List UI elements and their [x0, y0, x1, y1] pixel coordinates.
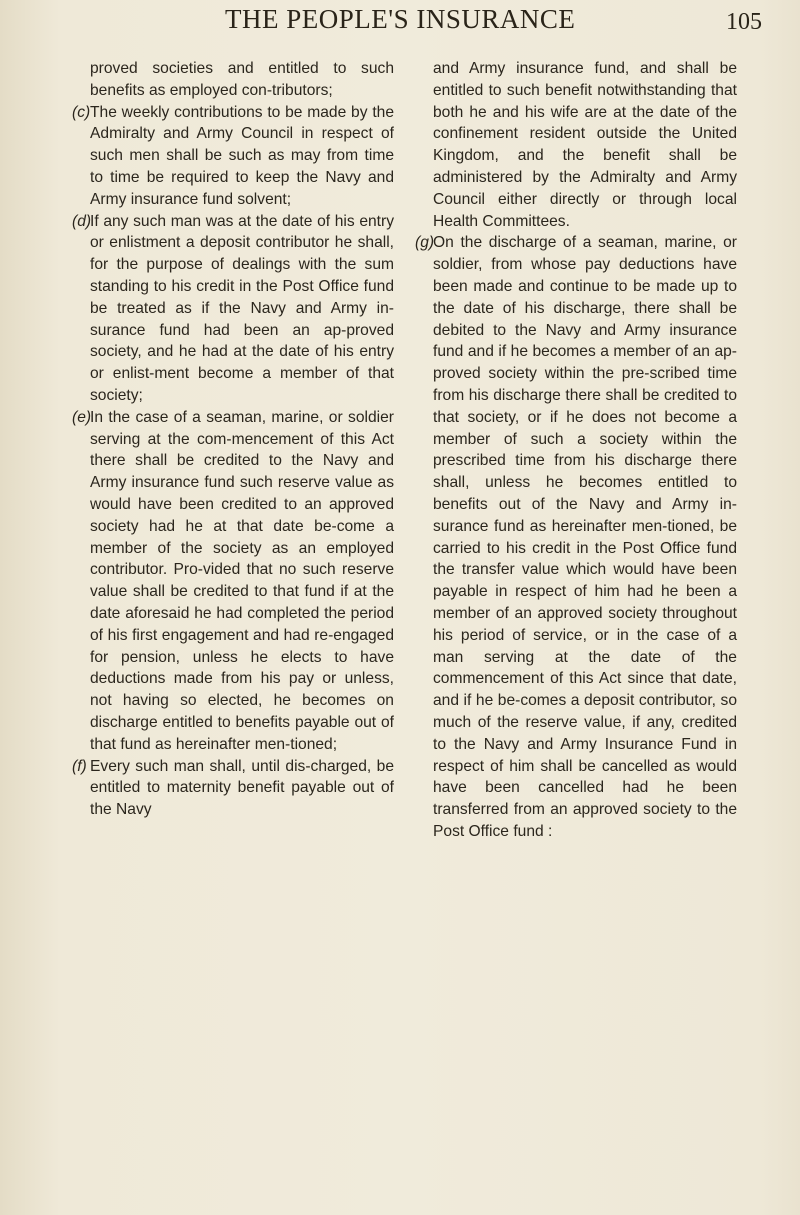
running-head	[0, 4, 800, 44]
clause-text: The weekly contributions to be made by the Admiralty and Army Council in respect of such men shall be such as may from time to time be required to keep the Navy and Army insurance fund solvent;	[90, 103, 394, 208]
clause-f	[72, 756, 394, 821]
clause-text: If any such man was at the date of his entry or enlistment a deposit contributor he shall, for the purpose of dealings with the sum standing to his credit in the Post Office fund be treated as if the Navy and Army in-surance fund had been an ap-proved society, and he had at the date of his entry or enlist-ment become a member of that society;	[90, 212, 394, 404]
left-column-continuation: proved societies and entitled to such benefits as employed con-tributors;	[90, 60, 394, 99]
clause-text: On the discharge of a seaman, marine, or soldier, from whose pay deductions have been made and continue to be made up to the date of his discharge, there shall be debited to the Navy and Army insurance fund and if he becomes a member of an ap-proved society within the pre-scribed time from his discharge there shall be credited to that society, or if he does not become a member of such a society within the prescribed time from his discharge there shall, unless he becomes entitled to benefits out of the Navy and Army in-surance fund as hereinafter men-tioned, be carried to his credit in the Post Office fund the transfer value which would have been payable in respect of him had he been a member of an approved society throughout his period of service, or in the case of a man serving at the date of the commencement of this Act since that date, and if he be-comes a deposit contributor, so much of the reserve value, if any, credited to the Navy and Army Insurance Fund in respect of him shall be cancelled as would have been cancelled had he been transferred from an approved society to the Post Office fund :	[433, 234, 737, 840]
clause-marker: (f)	[72, 757, 87, 775]
clause-marker: (e)	[72, 408, 92, 426]
clause-g	[415, 232, 737, 842]
right-column-continuation: and Army insurance fund, and shall be entitled to such benefit notwithstanding that both he and his wife are at the date of the confinement resident outside the United Kingdom, and the benefit shall be administered by the Admiralty and Army Council either directly or through local Health Committees.	[433, 60, 737, 230]
clause-marker: (g)	[415, 234, 435, 252]
page-number: 105	[726, 9, 762, 35]
clause-marker: (c)	[72, 103, 91, 121]
clause-marker: (d)	[72, 212, 92, 230]
clause-text: Every such man shall, until dis-charged, be entitled to maternity benefit payable out of the Navy	[90, 757, 394, 819]
clause-d	[72, 211, 394, 407]
clause-c	[72, 102, 394, 211]
running-head-title: THE PEOPLE'S INSURANCE	[225, 4, 576, 34]
right-column	[415, 58, 737, 843]
left-column	[72, 58, 394, 821]
clause-e	[72, 407, 394, 756]
clause-text: In the case of a seaman, marine, or soldier serving at the com-mencement of this Act there shall be credited to the Navy and Army insurance fund such reserve value as would have been credited to an approved society had he at that date be-come a member of the society as an employed contributor. Pro-vided that no such reserve value shall be credited to that fund if at the date aforesaid he had completed the period of his first engagement and had re-engaged for pension, unless he elects to have deductions made from his pay or unless, not having so elected, he becomes on discharge entitled to benefits payable out of that fund as hereinafter men-tioned;	[90, 408, 394, 753]
